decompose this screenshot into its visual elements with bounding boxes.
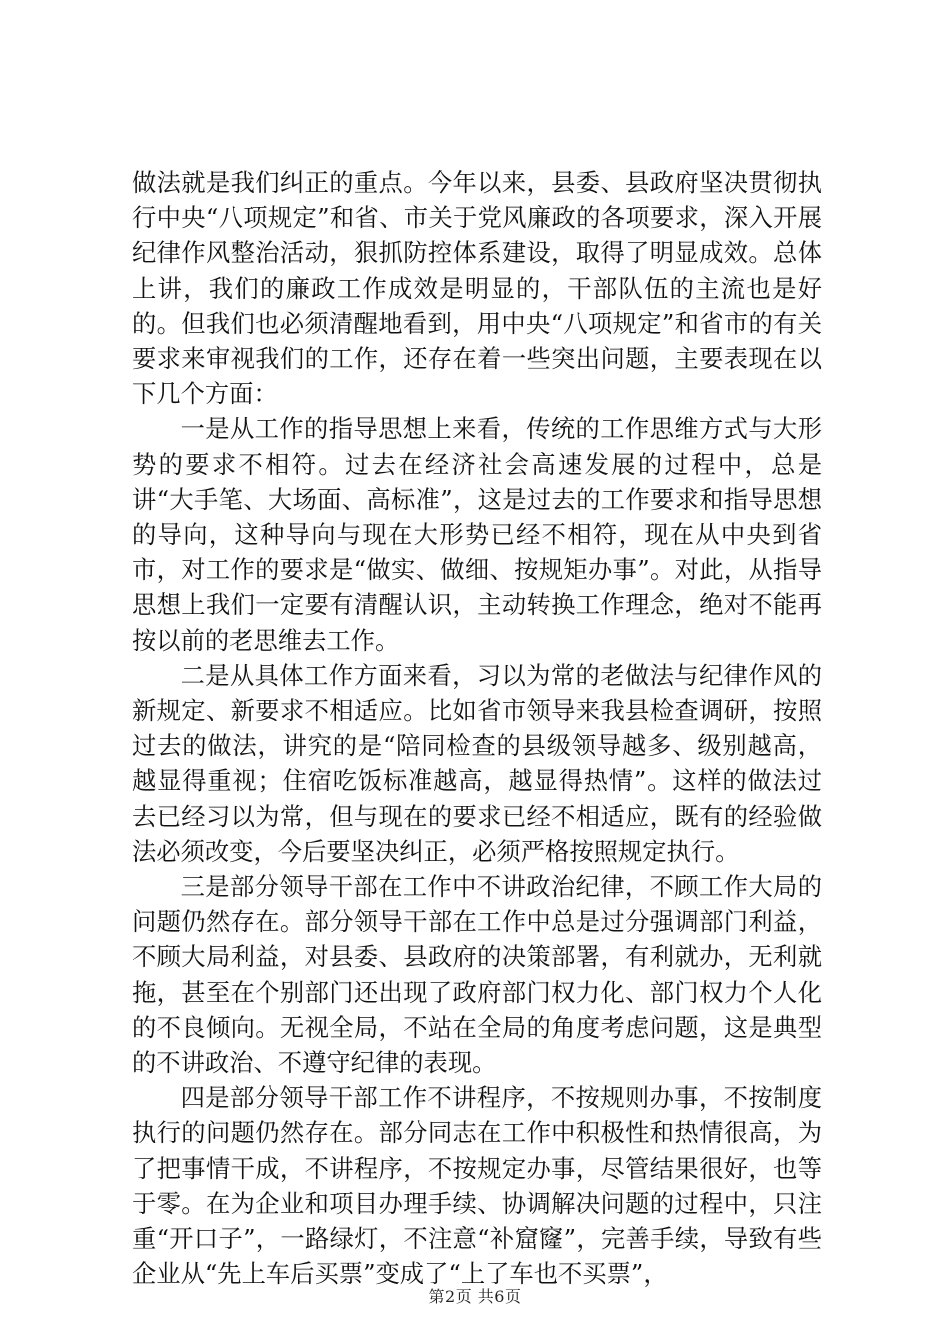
paragraph-point-three: 三是部分领导干部在工作中不讲政治纪律，不顾工作大局的问题仍然存在。部分领导干部在工作中总是过分强调部门利益，不顾大局利益，对县委、县政府的决策部署，有利就办，无利就拖，甚至在个别部门还出现了政府部门权力化、部门权力个人化的不良倾向。无视全局，不站在全局的角度考虑问题，这是典型的不讲政治、不遵守纪律的表现。: [132, 872, 822, 1078]
page-number-footer: 第2页 共6页: [428, 1287, 522, 1306]
paragraph-point-two: 二是从具体工作方面来看，习以为常的老做法与纪律作风的新规定、新要求不相适应。比如省市领导来我县检查调研，按照过去的做法，讲究的是“陪同检查的县级领导越多、级别越高，越显得重视；住宿吃饭标准越高，越显得热情”。这样的做法过去已经习以为常，但与现在的要求已经不相适应，既有的经验做法必须改变，今后要坚决纠正，必须严格按照规定执行。: [132, 660, 822, 866]
paragraph-point-one: 一是从工作的指导思想上来看，传统的工作思维方式与大形势的要求不相符。过去在经济社会高速发展的过程中，总是讲“大手笔、大场面、高标准”，这是过去的工作要求和指导思想的导向，这种导向与现在大形势已经不相符，现在从中央到省市，对工作的要求是“做实、做细、按规矩办事”。对此，从指导思想上我们一定要有清醒认识，主动转换工作理念，绝对不能再按以前的老思维去工作。: [132, 414, 822, 655]
paragraph-continuation: 做法就是我们纠正的重点。今年以来，县委、县政府坚决贯彻执行中央“八项规定”和省、市关于党风廉政的各项要求，深入开展纪律作风整治活动，狠抓防控体系建设，取得了明显成效。总体上讲，我们的廉政工作成效是明显的，干部队伍的主流也是好的。但我们也必须清醒地看到，用中央“八项规定”和省市的有关要求来审视我们的工作，还存在着一些突出问题，主要表现在以下几个方面：: [132, 168, 822, 409]
document-body: [132, 165, 822, 1292]
paragraph-point-four: 四是部分领导干部工作不讲程序，不按规则办事，不按制度执行的问题仍然存在。部分同志在工作中积极性和热情很高，为了把事情干成，不讲程序，不按规定办事，尽管结果很好，也等于零。在为企业和项目办理手续、协调解决问题的过程中，只注重“开口子”，一路绿灯，不注意“补窟窿”，完善手续，导致有些企业从“先上车后买票”变成了“上了车也不买票”，: [132, 1083, 822, 1289]
